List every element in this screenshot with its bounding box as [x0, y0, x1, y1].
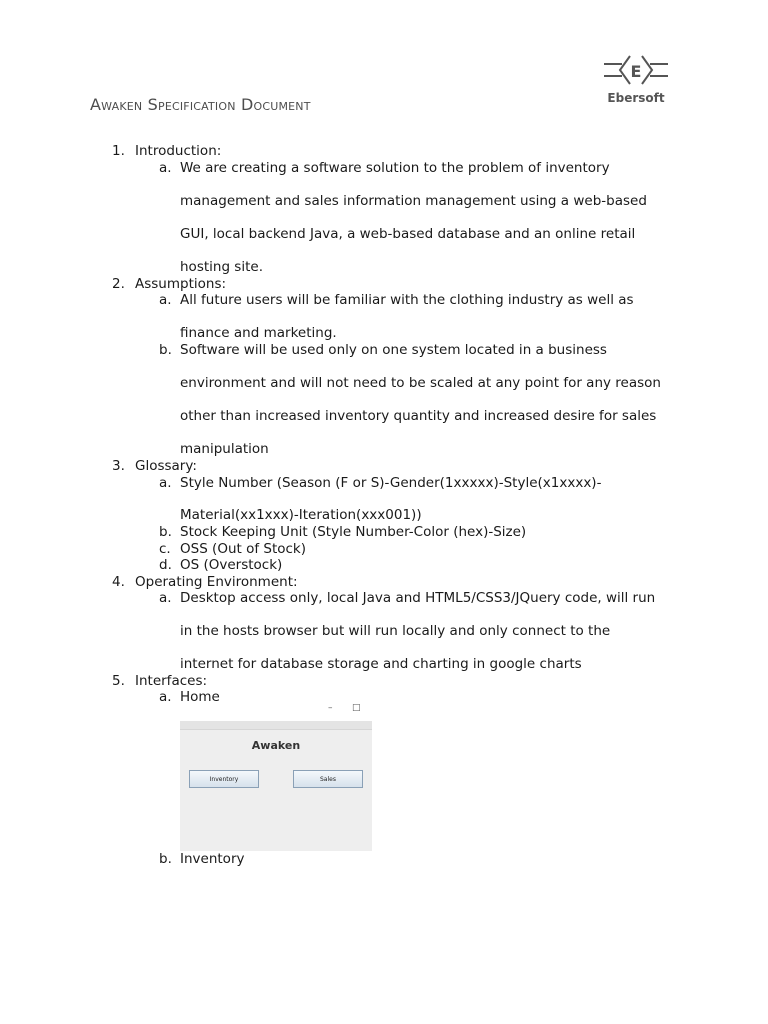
item-text: OS (Overstock) — [180, 557, 283, 573]
window-bar — [180, 721, 372, 730]
minimize-icon: – — [328, 703, 333, 713]
section-number: 5. — [112, 673, 125, 689]
section-label: Introduction: — [135, 143, 222, 159]
item-text: in the hosts browser but will run locally and only connect to the — [180, 623, 611, 639]
maximize-icon: □ — [352, 703, 361, 713]
item-text: Inventory — [180, 851, 245, 867]
item-text: All future users will be familiar with the clothing industry as well as — [180, 292, 634, 308]
inventory-button: Inventory — [189, 770, 259, 788]
item-letter: c. — [159, 541, 171, 557]
section-label: Operating Environment: — [135, 574, 298, 590]
brand-name: Ebersoft — [607, 91, 665, 105]
document-title: Awaken Specification Document — [90, 95, 311, 114]
logo-letter: E — [630, 62, 642, 81]
home-screenshot — [180, 721, 372, 851]
item-text: management and sales information management using a web-based — [180, 193, 647, 209]
section-number: 3. — [112, 458, 125, 474]
item-text: Stock Keeping Unit (Style Number-Color (hex)-Size) — [180, 524, 527, 540]
section-number: 2. — [112, 276, 125, 292]
item-text: Style Number (Season (F or S)-Gender(1xxxxx)-Style(x1xxxx)- — [180, 475, 602, 491]
item-letter: d. — [159, 557, 172, 573]
item-text: Desktop access only, local Java and HTML5/CSS3/JQuery code, will run — [180, 590, 656, 606]
ebersoft-logo-icon — [602, 50, 670, 90]
section-number: 1. — [112, 143, 125, 159]
item-text: Material(xx1xxx)-Iteration(xxx001)) — [180, 507, 422, 523]
app-title: Awaken — [251, 739, 301, 752]
item-text: Home — [180, 689, 220, 705]
sales-button: Sales — [293, 770, 363, 788]
item-text: finance and marketing. — [180, 325, 337, 341]
section-label: Interfaces: — [135, 673, 208, 689]
item-text: internet for database storage and charting in google charts — [180, 656, 582, 672]
item-letter: b. — [159, 524, 172, 540]
item-letter: a. — [159, 160, 172, 176]
section-label: Assumptions: — [135, 276, 227, 292]
item-letter: a. — [159, 475, 172, 491]
item-text: hosting site. — [180, 259, 263, 275]
item-letter: a. — [159, 590, 172, 606]
item-letter: a. — [159, 689, 172, 705]
section-label: Glossary: — [135, 458, 197, 474]
item-text: other than increased inventory quantity and increased desire for sales — [180, 408, 657, 424]
item-text: OSS (Out of Stock) — [180, 541, 307, 557]
item-letter: b. — [159, 342, 172, 358]
item-text: We are creating a software solution to the problem of inventory — [180, 160, 610, 176]
item-text: environment and will not need to be scaled at any point for any reason — [180, 375, 661, 391]
item-text: Software will be used only on one system located in a business — [180, 342, 607, 358]
item-text: manipulation — [180, 441, 269, 457]
item-text: GUI, local backend Java, a web-based database and an online retail — [180, 226, 636, 242]
section-number: 4. — [112, 574, 125, 590]
ebersoft-logo — [598, 50, 674, 110]
item-letter: a. — [159, 292, 172, 308]
item-letter: b. — [159, 851, 172, 867]
